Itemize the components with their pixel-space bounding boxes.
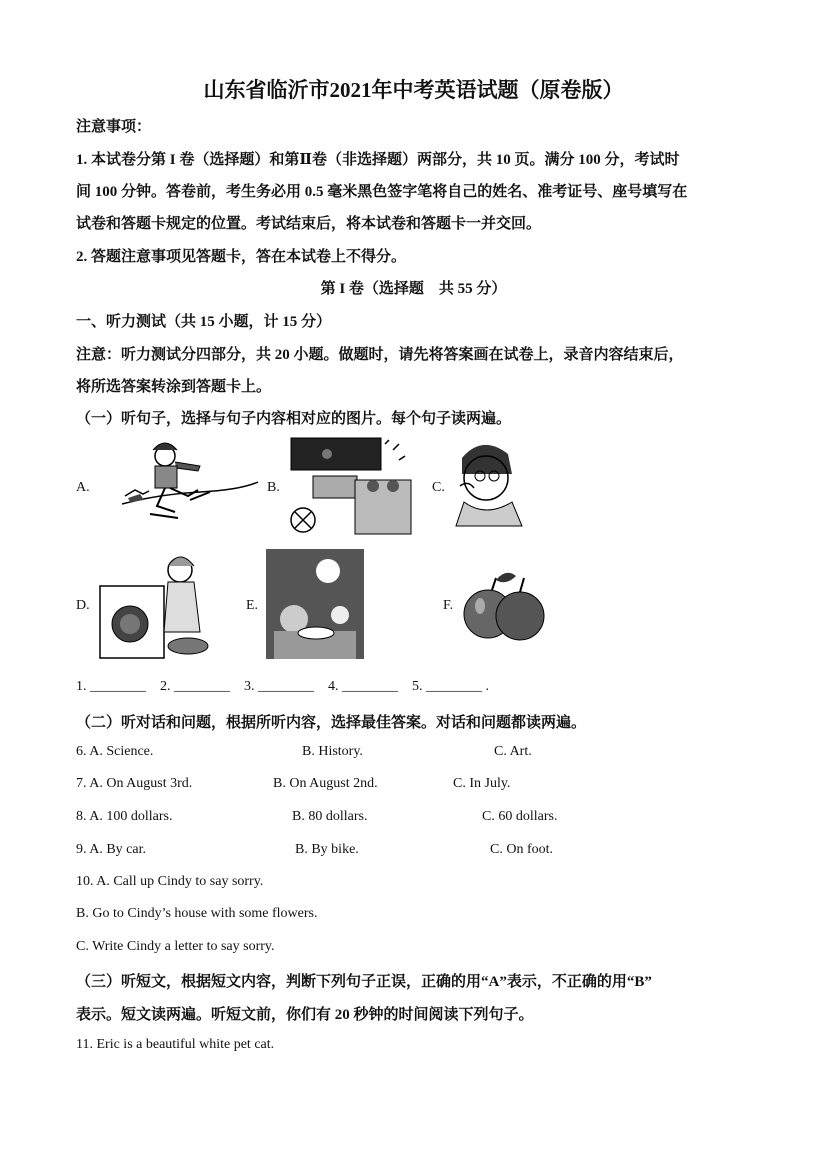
question-7-a: 7. A. On August 3rd. <box>76 776 193 791</box>
picture-b-label: B. <box>267 480 280 495</box>
question-6-a: 6. A. Science. <box>76 744 154 759</box>
sick-boy-picture <box>450 438 530 530</box>
notice-line-2: 间 100 分钟。答卷前，考生务必用 0.5 毫米黑色签字笔将自己的姓名、准考证号、座号填写在 <box>76 184 688 200</box>
section2-heading: （二）听对话和问题，根据所听内容，选择最佳答案。对话和问题都读两遍。 <box>76 715 587 731</box>
question-8-b: B. 80 dollars. <box>292 809 368 824</box>
section3-heading-2: 表示。短文读两遍。听短文前，你们有 20 秒钟的时间阅读下列句子。 <box>76 1007 534 1023</box>
classroom-picture <box>285 436 415 536</box>
question-8-c: C. 60 dollars. <box>482 809 558 824</box>
picture-e-label: E. <box>246 598 259 613</box>
picture-d-label: D. <box>76 598 90 613</box>
volume1-heading: 第 I 卷（选择题 共 55 分） <box>320 281 507 297</box>
page-title: 山东省临沂市2021年中考英语试题（原卷版） <box>203 78 624 102</box>
apples-picture <box>462 566 548 650</box>
question-9-c: C. On foot. <box>490 842 553 857</box>
part1-heading: 一、听力测试（共 15 小题，计 15 分） <box>76 314 332 330</box>
question-6-b: B. History. <box>302 744 363 759</box>
notice-line-3: 试卷和答题卡规定的位置。考试结束后，将本试卷和答题卡一并交回。 <box>76 216 542 232</box>
question-10-a: 10. A. Call up Cindy to say sorry. <box>76 874 264 889</box>
question-8-a: 8. A. 100 dollars. <box>76 809 173 824</box>
washing-machine-picture <box>96 550 212 662</box>
question-9-b: B. By bike. <box>295 842 359 857</box>
listening-note-1: 注意：听力测试分四部分，共 20 小题。做题时，请先将答案画在试卷上，录音内容结束后， <box>76 347 684 363</box>
question-7-c: C. In July. <box>453 776 511 791</box>
picture-f-label: F. <box>443 598 454 613</box>
listening-note-2: 将所选答案转涂到答题卡上。 <box>76 379 272 395</box>
question-7-b: B. On August 2nd. <box>273 776 378 791</box>
answer-blanks: 1. ________ 2. ________ 3. ________ 4. ________ 5. ________ . <box>76 679 489 694</box>
notice-heading: 注意事项： <box>76 119 152 135</box>
question-9-a: 9. A. By car. <box>76 842 146 857</box>
notice-line-4: 2. 答题注意事项见答题卡，答在本试卷上不得分。 <box>76 249 407 265</box>
ice-skater-picture <box>120 434 260 532</box>
section1-heading: （一）听句子，选择与句子内容相对应的图片。每个句子读两遍。 <box>76 411 512 427</box>
section3-heading-1: （三）听短文，根据短文内容，判断下列句子正误，正确的用“A”表示，不正确的用“B” <box>76 974 652 990</box>
question-11: 11. Eric is a beautiful white pet cat. <box>76 1037 275 1052</box>
mooncake-night-picture <box>266 549 364 659</box>
picture-c-label: C. <box>432 480 445 495</box>
question-6-c: C. Art. <box>494 744 532 759</box>
question-10-b: B. Go to Cindy’s house with some flowers. <box>76 906 318 921</box>
notice-line-1: 1. 本试卷分第 I 卷（选择题）和第Ⅱ卷（非选择题）两部分，共 10 页。满分 100 分，考试时 <box>76 152 680 168</box>
question-10-c: C. Write Cindy a letter to say sorry. <box>76 939 275 954</box>
picture-a-label: A. <box>76 480 90 495</box>
